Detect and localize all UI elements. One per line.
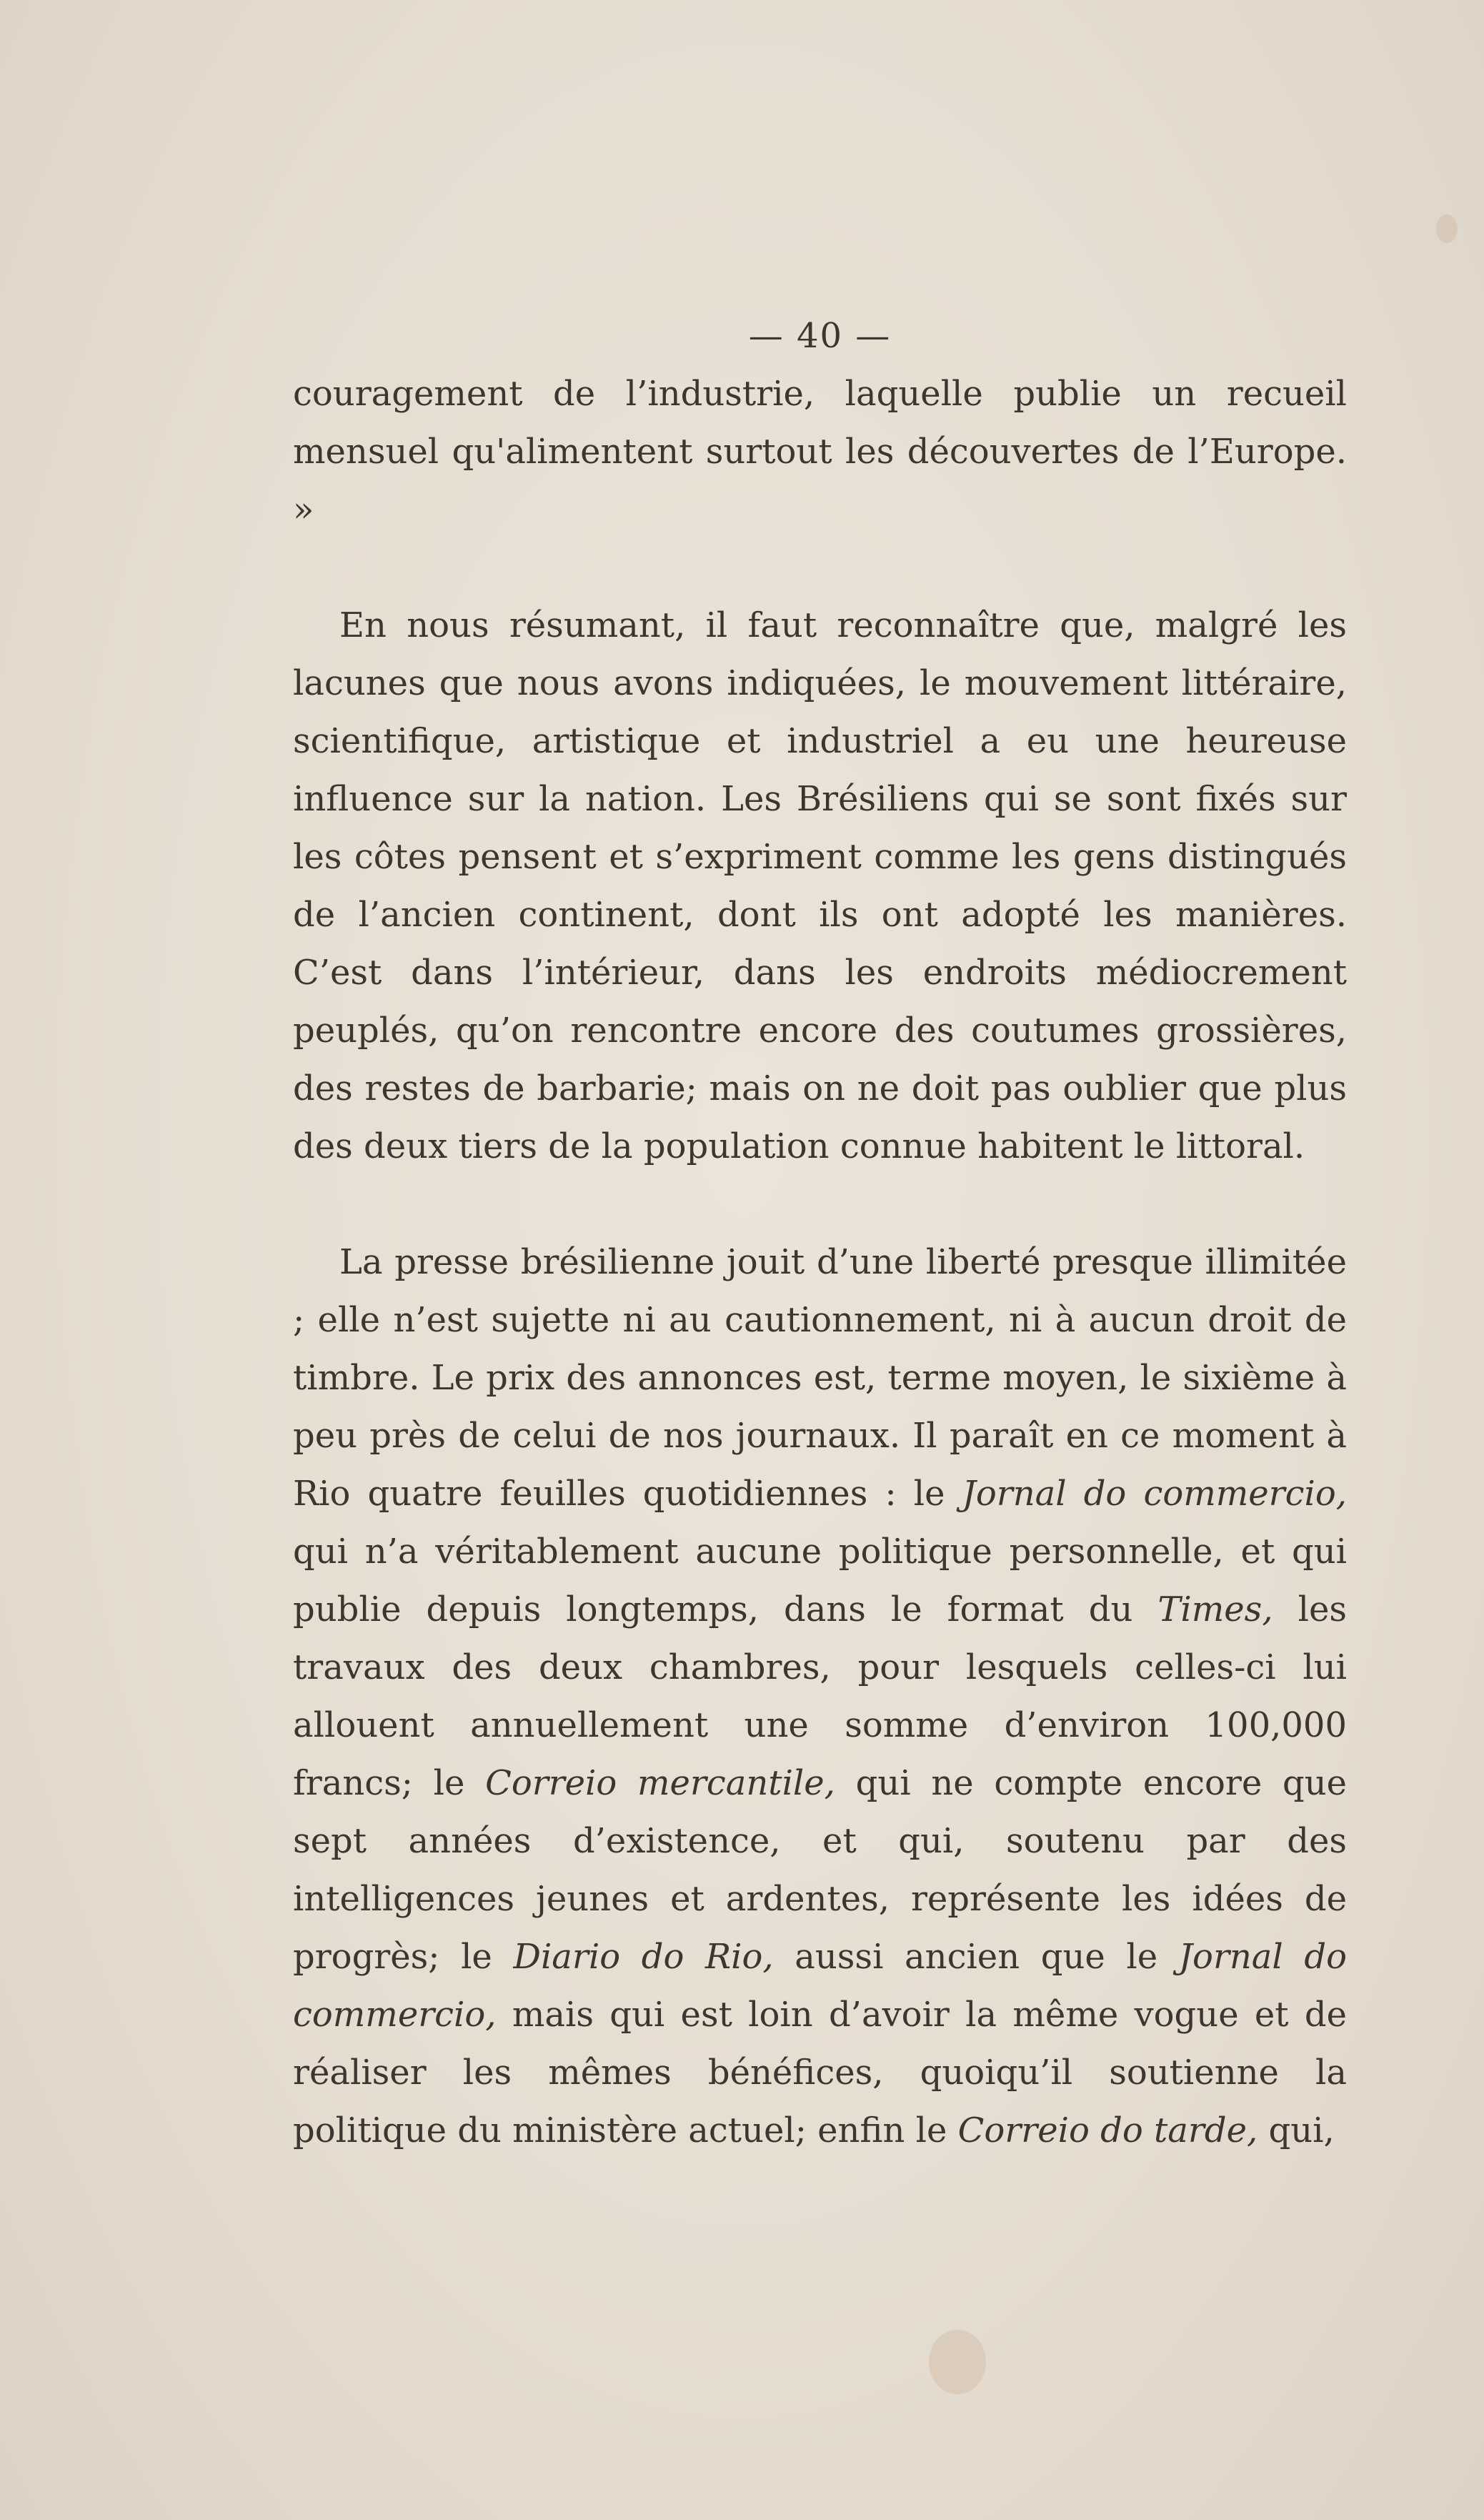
paragraph-continuation: couragement de l’industrie, laquelle publie un recueil mensuel qu'alimentent surtout les découvertes de l’Europe. » (293, 374, 1347, 530)
press-text-2: qui n’a véritablement aucune politique personnelle, et qui publie depuis longtemps, dans le format du (293, 1532, 1347, 1629)
paragraph-summary: En nous résumant, il faut reconnaître que, malgré les lacunes que nous avons indiquées, le mouvement littéraire, scientifique, artistique et industriel a eu une heureuse influence sur la nation. Les Brésiliens qui se sont fixés sur les côtes pensent et s’expriment comme les gens distingués de l’ancien continent, dont ils ont adopté les manières. C’est dans l’intérieur, dans les endroits médiocrement peuplés, qu’on rencontre encore des coutumes grossières, des restes de barbarie; mais on ne doit pas oublier que plus des deux tiers de la population connue habitent le littoral. (293, 605, 1347, 1166)
press-text-6: mais qui est loin d’avoir la même vogue et de réaliser les mêmes bénéfices, quoiqu’il soutienne la politique du ministère actuel; enfin le (293, 1995, 1348, 2151)
page-text-block (293, 307, 1347, 2160)
title-diario-do-rio: Diario do Rio, (513, 1937, 774, 1977)
title-correio-do-tarde: Correio do tarde, (957, 2110, 1258, 2151)
press-text-5: aussi ancien que le (795, 1937, 1158, 1977)
paragraph-press (293, 1234, 1347, 2160)
press-text-7: qui, (1268, 2110, 1335, 2151)
title-times: Times, (1157, 1589, 1273, 1629)
page-number-label: — 40 — (748, 316, 892, 356)
page-number (293, 307, 1347, 365)
paper-stain (929, 2330, 986, 2394)
paper-stain (1436, 214, 1458, 243)
press-text-4: qui ne compte encore que sept années d’existence, et qui, soutenu par des intelligences jeunes et ardentes, représente les idées de progrès; le (293, 1763, 1348, 1977)
press-text-3: les travaux des deux chambres, pour lesquels celles-ci lui allouent annuellement une somme d’environ 100,000 francs; le (293, 1589, 1347, 1803)
paragraph-gap (293, 1176, 1347, 1234)
press-text-1: La presse brésilienne jouit d’une liberté presque illimitée ; elle n’est sujette ni au cautionnement, ni à aucun droit de timbre. Le prix des annonces est, terme moyen, le sixième à peu près de celui de nos journaux. Il paraît en ce moment à Rio quatre feuilles quotidiennes : le (293, 1242, 1347, 1514)
title-correio-mercantile: Correio mercantile, (485, 1763, 835, 1803)
paragraph-gap (293, 539, 1347, 597)
title-jornal-do-commercio-2: Jornal do commercio, (293, 1937, 1348, 2035)
title-jornal-do-commercio: Jornal do commercio, (962, 1474, 1347, 1514)
